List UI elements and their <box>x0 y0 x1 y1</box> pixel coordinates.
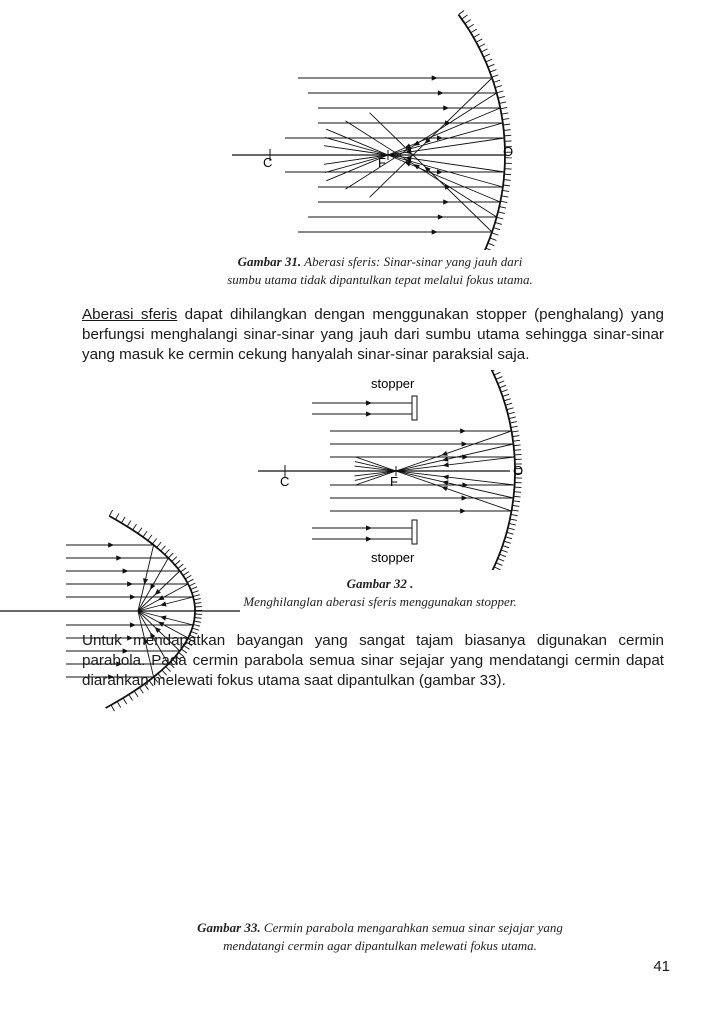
mirror-hatch-mark <box>498 212 505 214</box>
focused-reflected-ray <box>138 545 154 611</box>
mirror-hatch-mark <box>507 532 514 534</box>
reflected-ray <box>324 146 504 172</box>
mirror-hatch-mark <box>492 233 499 235</box>
paragraph-text: dapat dihilangkan dengan menggunakan stopper (penghalang) yang berfungsi menghalangi sinar-sinar yang jauh dari sumbu utama sehingga sinar-sinar yang masuk ke cermin cekung hanyalah sinar-sinar paraksial saja. <box>82 306 664 363</box>
parallel-incident-ray-arrow <box>116 555 122 560</box>
reflected-ray-arrow <box>414 164 420 169</box>
mirror-hatch-mark <box>193 625 200 627</box>
incident-ray-arrow <box>438 90 444 95</box>
figure-33-caption-text: Cermin parabola mengarahkan semua sinar sejajar yang <box>260 920 563 935</box>
mirror-hatch-mark <box>512 510 519 511</box>
figure-32-caption-text: Menghilanglan aberasi sferis menggunakan stopper. <box>243 594 517 609</box>
mirror-hatch-mark <box>503 546 510 548</box>
mirror-hatch-mark <box>504 541 511 543</box>
mirror-hatch-mark <box>123 698 127 704</box>
incident-ray-arrow <box>432 229 438 234</box>
mirror-hatch-mark <box>109 510 112 516</box>
mirror-hatch-mark <box>484 54 490 57</box>
focused-reflected-ray-arrow <box>160 616 166 621</box>
mirror-hatch-mark <box>499 385 506 388</box>
mirror-hatch-mark <box>492 370 498 371</box>
figure-33-caption-title: Gambar 33. <box>197 920 261 935</box>
mirror-hatch-mark <box>194 621 201 622</box>
center-of-curvature-label: C <box>263 155 273 170</box>
paraxial-reflected-ray-arrow <box>443 462 449 467</box>
focus-label: F <box>390 474 398 489</box>
mirror-hatch-mark <box>505 537 512 539</box>
mirror-hatch-mark <box>481 49 487 52</box>
mirror-hatch-mark <box>192 628 199 630</box>
mirror-hatch-mark <box>134 691 138 697</box>
mirror-hatch-mark <box>497 217 504 219</box>
incident-ray-arrow <box>438 214 444 219</box>
focus-label: F <box>378 155 386 170</box>
mirror-hatch-mark <box>503 185 510 186</box>
stopper-bottom-label: stopper <box>371 550 415 565</box>
mirror-hatch-mark <box>468 24 474 28</box>
mirror-hatch-mark <box>474 34 480 38</box>
mirror-hatch-mark <box>181 568 187 572</box>
reflected-ray <box>325 123 503 173</box>
reflected-ray <box>345 121 496 217</box>
reflected-ray <box>324 138 504 164</box>
mirror-hatch-mark <box>178 564 183 568</box>
mirror-hatch-mark <box>503 124 510 125</box>
mirror-hatch-mark <box>504 135 511 136</box>
mirror-hatch-mark <box>511 514 518 515</box>
figure-31-caption <box>150 253 610 289</box>
mirror-hatch-mark <box>465 20 471 24</box>
concave-mirror <box>459 15 506 250</box>
mirror-hatch-mark <box>479 44 485 47</box>
incident-ray-arrow <box>443 199 449 204</box>
mirror-hatch-mark <box>501 390 508 392</box>
mirror-hatch-mark <box>514 445 521 446</box>
mirror-hatch-mark <box>500 107 507 108</box>
mirror-hatch-mark <box>502 119 509 120</box>
reflected-ray <box>325 137 503 187</box>
mirror-hatch-mark <box>512 505 519 506</box>
paragraph-aberration-removal <box>82 305 664 364</box>
figure-32-caption <box>180 575 580 611</box>
mirror-hatch-mark <box>510 422 517 423</box>
mirror-hatch-mark <box>168 553 173 558</box>
parallel-incident-ray-arrow <box>123 568 129 573</box>
mirror-hatch-mark <box>503 394 510 396</box>
concave-mirror <box>481 370 515 570</box>
mirror-hatch-mark <box>458 10 464 14</box>
parallel-incident-ray-arrow <box>130 594 136 599</box>
mirror-hatch-mark <box>514 496 521 497</box>
mirror-hatch-mark <box>504 180 511 181</box>
mirror-hatch-mark <box>498 96 505 98</box>
paraxial-incident-ray-arrow <box>462 495 468 500</box>
mirror-hatch-mark <box>111 705 114 711</box>
parallel-incident-ray-arrow <box>130 622 136 627</box>
mirror-hatch-mark <box>115 513 118 519</box>
mirror-hatch-mark <box>512 436 519 437</box>
paraxial-reflected-ray-arrow <box>441 486 448 491</box>
center-of-curvature-label: C <box>280 474 290 489</box>
mirror-hatch-mark <box>496 377 502 380</box>
mirror-hatch-mark <box>471 29 477 33</box>
mirror-hatch-mark <box>505 403 512 405</box>
mirror-hatch-mark <box>172 557 177 562</box>
mirror-hatch-mark <box>495 86 502 88</box>
mirror-hatch-mark <box>133 524 137 530</box>
mirror-hatch-mark <box>510 519 517 520</box>
stopper-bottom <box>412 520 417 544</box>
mirror-hatch-mark <box>486 248 492 250</box>
mirror-hatch-mark <box>117 702 121 708</box>
paraxial-incident-ray-arrow <box>462 441 468 446</box>
mirror-hatch-mark <box>161 546 166 551</box>
mirror-hatch-mark <box>494 372 500 375</box>
paraxial-reflected-ray-arrow <box>443 475 449 480</box>
mirror-hatch-mark <box>165 549 170 554</box>
reflected-ray <box>326 129 500 202</box>
mirror-hatch-mark <box>127 521 131 527</box>
mirror-pole-label: O <box>513 463 524 478</box>
blocked-ray-arrow <box>366 536 372 541</box>
mirror-hatch-mark <box>492 75 499 77</box>
mirror-hatch-mark <box>504 174 511 175</box>
mirror-hatch-mark <box>513 501 520 502</box>
mirror-hatch-mark <box>476 39 482 42</box>
mirror-pole-label: O <box>503 144 514 159</box>
figure-31-caption-line2: sumbu utama tidak dipantulkan tepat melalui fokus utama. <box>227 272 533 287</box>
blocked-ray-arrow <box>366 525 372 530</box>
mirror-hatch-mark <box>501 196 508 197</box>
paraxial-reflected-ray <box>355 444 514 480</box>
term-spherical-aberration: Aberasi sferis <box>82 306 178 323</box>
mirror-hatch-mark <box>501 113 508 114</box>
incident-ray-arrow <box>432 75 438 80</box>
mirror-hatch-mark <box>513 440 520 441</box>
paraxial-incident-ray-arrow <box>460 508 466 513</box>
mirror-hatch-mark <box>511 426 518 427</box>
mirror-hatch-mark <box>488 64 494 67</box>
paraxial-reflected-ray <box>354 466 514 485</box>
figure-31-spherical-aberration <box>0 0 728 250</box>
parallel-incident-ray-arrow <box>108 542 114 547</box>
mirror-hatch-mark <box>500 201 507 202</box>
mirror-hatch-mark <box>501 550 508 552</box>
reflected-ray <box>326 108 500 181</box>
mirror-hatch-mark <box>488 243 494 246</box>
mirror-hatch-mark <box>509 417 516 419</box>
blocked-ray-arrow <box>366 411 372 416</box>
stopper-top-label: stopper <box>371 376 415 391</box>
mirror-hatch-mark <box>499 554 506 557</box>
mirror-hatch-mark <box>512 431 519 432</box>
concave-mirror-hatch <box>458 10 514 250</box>
mirror-hatch-mark <box>508 528 515 530</box>
paraxial-incident-ray-arrow <box>460 428 466 433</box>
page-number: 41 <box>653 958 670 975</box>
figure-31-caption-text: Aberasi sferis: Sinar-sinar yang jauh dari <box>301 254 523 269</box>
paragraph-parabolic-mirror <box>82 631 664 690</box>
figure-31-caption-title: Gambar 31. <box>237 254 302 269</box>
paraxial-reflected-ray <box>354 457 514 476</box>
mirror-hatch-mark <box>502 190 509 191</box>
mirror-hatch-mark <box>494 567 500 570</box>
focused-reflected-ray-arrow <box>160 601 166 606</box>
mirror-hatch-mark <box>148 535 152 541</box>
mirror-hatch-mark <box>497 91 504 93</box>
incident-ray-arrow <box>443 105 449 110</box>
mirror-hatch-mark <box>514 492 521 493</box>
mirror-hatch-mark <box>486 59 492 62</box>
mirror-hatch-mark <box>152 538 156 544</box>
paraxial-reflected-ray-arrow <box>441 451 448 456</box>
paraxial-reflected-ray <box>356 431 512 485</box>
mirror-hatch-mark <box>490 238 497 240</box>
mirror-hatch-mark <box>509 523 516 525</box>
mirror-hatch-mark <box>504 399 511 401</box>
mirror-hatch-mark <box>514 450 521 451</box>
mirror-hatch-mark <box>507 408 514 410</box>
mirror-hatch-mark <box>508 412 515 414</box>
stopper-top <box>412 396 417 420</box>
mirror-hatch-mark <box>498 558 504 561</box>
mirror-hatch-mark <box>138 528 142 534</box>
mirror-hatch-mark <box>493 228 500 230</box>
mirror-hatch-mark <box>499 102 506 104</box>
figure-33-caption <box>140 919 620 955</box>
mirror-hatch-mark <box>157 542 161 547</box>
paraxial-reflected-ray <box>355 462 514 498</box>
mirror-hatch-mark <box>462 15 468 19</box>
figure-32-caption-title: Gambar 32 . <box>346 576 414 591</box>
mirror-hatch-mark <box>496 563 502 566</box>
mirror-hatch-mark <box>175 560 180 565</box>
paraxial-reflected-ray <box>356 457 512 511</box>
mirror-hatch-mark <box>143 531 147 537</box>
figure-33-caption-line2: mendatangi cermin agar dipantulkan melewati fokus utama. <box>223 938 537 953</box>
mirror-hatch-mark <box>121 517 125 523</box>
mirror-hatch-mark <box>495 222 502 224</box>
mirror-hatch-mark <box>498 381 504 384</box>
paragraph-text: Untuk mendapatkan bayangan yang sangat tajam biasanya digunakan cermin parabola. Pada cermin parabola semua sinar sejajar yang mendatangi cermin dapat diarahkan melewati fokus utama saat dipantulkan (gambar 33). <box>82 632 664 689</box>
mirror-hatch-mark <box>504 130 511 131</box>
mirror-hatch-mark <box>195 618 202 619</box>
blocked-ray-arrow <box>366 400 372 405</box>
mirror-hatch-mark <box>493 80 500 82</box>
mirror-hatch-mark <box>129 695 133 701</box>
mirror-hatch-mark <box>499 207 506 209</box>
mirror-hatch-mark <box>490 70 497 72</box>
parallel-incident-ray-arrow <box>127 581 133 586</box>
